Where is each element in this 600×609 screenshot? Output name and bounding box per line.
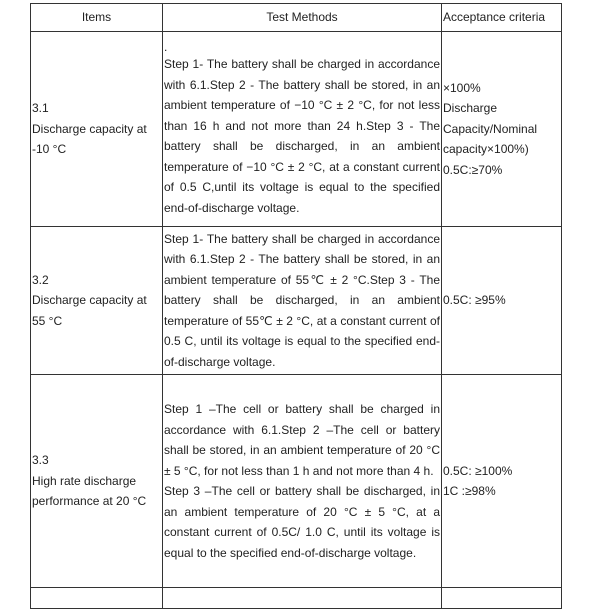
table-row bbox=[31, 227, 562, 375]
method-text: Step 1- The battery shall be charged in accordance with 6.1.Step 2 - The battery shall be stored, in an ambient temperature of −10 °C ± 2 °C, for not less than 16 h and not more than 24 h.Step 3 - The battery shall be discharged, in an ambient temperature of −10 °C ± 2 °C, at a constant current of 0.5 C,until its voltage is equal to the specified end-of-discharge voltage. bbox=[164, 57, 440, 215]
table-row bbox=[31, 32, 562, 227]
item-cell bbox=[31, 32, 163, 227]
criteria-value: 0.5C: ≥100% bbox=[443, 463, 513, 478]
criteria-value: 0.5C: ≥95% bbox=[443, 293, 506, 308]
item-number: 3.1 bbox=[32, 101, 49, 116]
test-spec-table bbox=[30, 3, 562, 609]
item-name: Discharge capacity at 55 °C bbox=[32, 293, 147, 328]
method-marker: . bbox=[164, 40, 168, 54]
empty-cell bbox=[31, 588, 163, 609]
method-cell bbox=[163, 227, 442, 375]
header-test-methods: Test Methods bbox=[163, 4, 442, 32]
criteria-cell bbox=[442, 227, 562, 375]
criteria-cell bbox=[442, 32, 562, 227]
method-cell bbox=[163, 375, 442, 588]
criteria-definition: Discharge Capacity/Nominal capacity×100%) bbox=[443, 101, 538, 157]
criteria-value-secondary: 1C :≥98% bbox=[443, 484, 496, 498]
item-name: High rate discharge performance at 20 °C bbox=[32, 473, 147, 509]
header-items: Items bbox=[31, 4, 163, 32]
item-cell bbox=[31, 227, 163, 375]
item-number: 3.2 bbox=[32, 272, 49, 287]
item-name: Discharge capacity at -10 °C bbox=[32, 121, 147, 157]
table-header-row bbox=[31, 4, 562, 32]
method-cell bbox=[163, 32, 442, 227]
empty-cell bbox=[163, 588, 442, 609]
criteria-formula: ×100% bbox=[443, 80, 481, 95]
item-number: 3.3 bbox=[32, 453, 49, 468]
empty-cell bbox=[442, 588, 562, 609]
table-row bbox=[31, 375, 562, 588]
criteria-value: 0.5C:≥70% bbox=[443, 162, 503, 177]
table-row-partial bbox=[31, 588, 562, 609]
item-cell bbox=[31, 375, 163, 588]
method-text-part1: Step 1 –The cell or battery shall be charged in accordance with 6.1.Step 2 –The cell or battery shall be stored, in an ambient temperature of 20 °C ± 5 °C, for not less than 1 h and not more than 4 h. bbox=[164, 402, 440, 478]
method-text-part2: Step 3 –The cell or battery shall be discharged, in an ambient temperature of 20 °C ± 5 °C, at a constant current of 0.5C/ 1.0 C, until its voltage is equal to the specified end-of-discharge voltage. bbox=[164, 484, 440, 560]
header-acceptance-criteria: Acceptance criteria bbox=[442, 4, 562, 32]
method-text: Step 1- The battery shall be charged in accordance with 6.1.Step 2 - The battery shall be stored, in an ambient temperature of 55℃ ± 2 °C.Step 3 - The battery shall be discharged, in an ambient temperature of 55℃ ± 2 °C, at a constant current of 0.5 C, until its voltage is equal to the specified end-of-discharge voltage. bbox=[164, 231, 440, 369]
criteria-cell bbox=[442, 375, 562, 588]
